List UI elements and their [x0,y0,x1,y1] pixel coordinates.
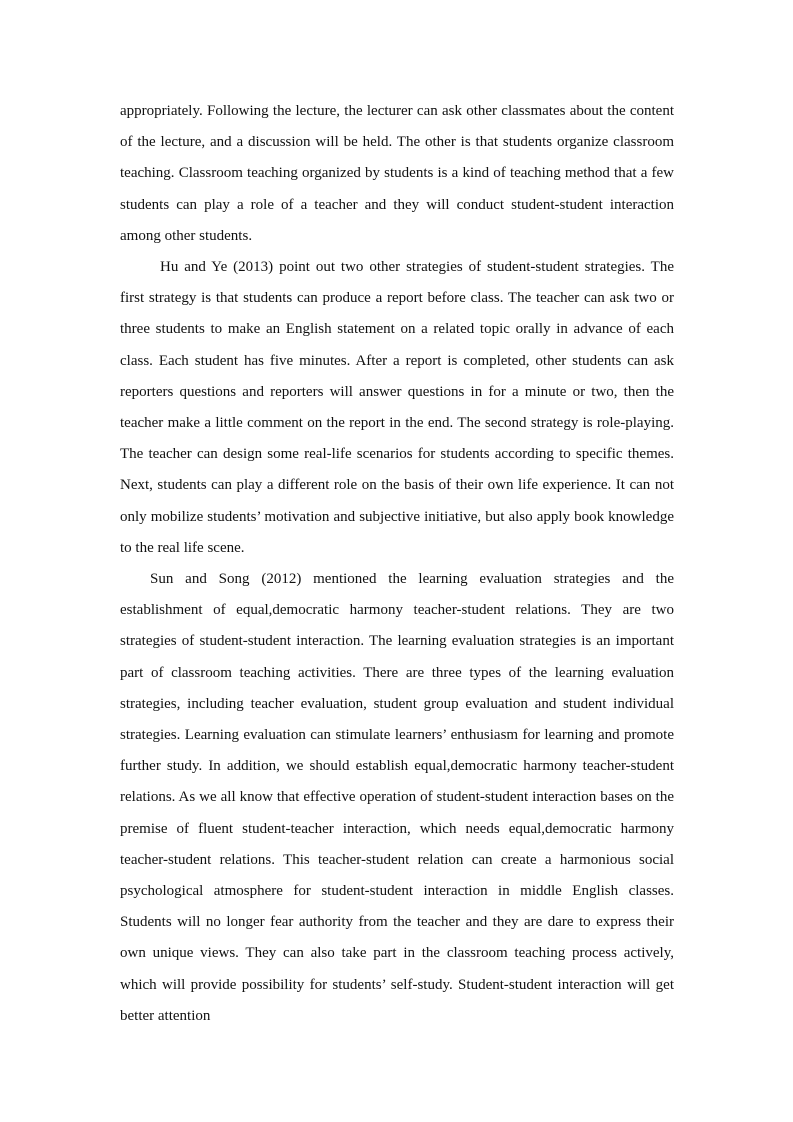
paragraph-continuation: appropriately. Following the lecture, the lecturer can ask other classmates about the content of the lecture, and a discussion will be held. The other is that students organize classroom teaching. Classroom teaching organized by students is a kind of teaching method that a few students can play a role of a teacher and they will conduct student-student interaction among other students. [120,103,674,244]
paragraph-hu-and-ye: Hu and Ye (2013) point out two other strategies of student-student strategies. The first strategy is that students can produce a report before class. The teacher can ask two or three students to make an English statement on a related topic orally in advance of each class. Each student has five minutes. After a report is completed, other students can ask reporters questions and reporters will answer questions in for a minute or two, then the teacher make a little comment on the report in the end. The second strategy is role-playing. The teacher can design some real-life scenarios for students according to specific themes. Next, students can play a different role on the basis of their own life experience. It can not only mobilize students’ motivation and subjective initiative, but also apply book knowledge to the real life scene. [120,259,674,556]
body-text [120,96,674,1032]
paragraph-sun-and-song: Sun and Song (2012) mentioned the learning evaluation strategies and the establishment of equal,democratic harmony teacher-student relations. They are two strategies of student-student interaction. The learning evaluation strategies is an important part of classroom teaching activities. There are three types of the learning evaluation strategies, including teacher evaluation, student group evaluation and student individual strategies. Learning evaluation can stimulate learners’ enthusiasm for learning and promote further study. In addition, we should establish equal,democratic harmony teacher-student relations. As we all know that effective operation of student-student interaction bases on the premise of fluent student-teacher interaction, which needs equal,democratic harmony teacher-student relations. This teacher-student relation can create a harmonious social psychological atmosphere for student-student interaction in middle English classes. Students will no longer fear authority from the teacher and they are dare to express their own unique views. They can also take part in the classroom teaching process actively, which will provide possibility for students’ self-study. Student-student interaction will get better attention [120,571,674,1024]
